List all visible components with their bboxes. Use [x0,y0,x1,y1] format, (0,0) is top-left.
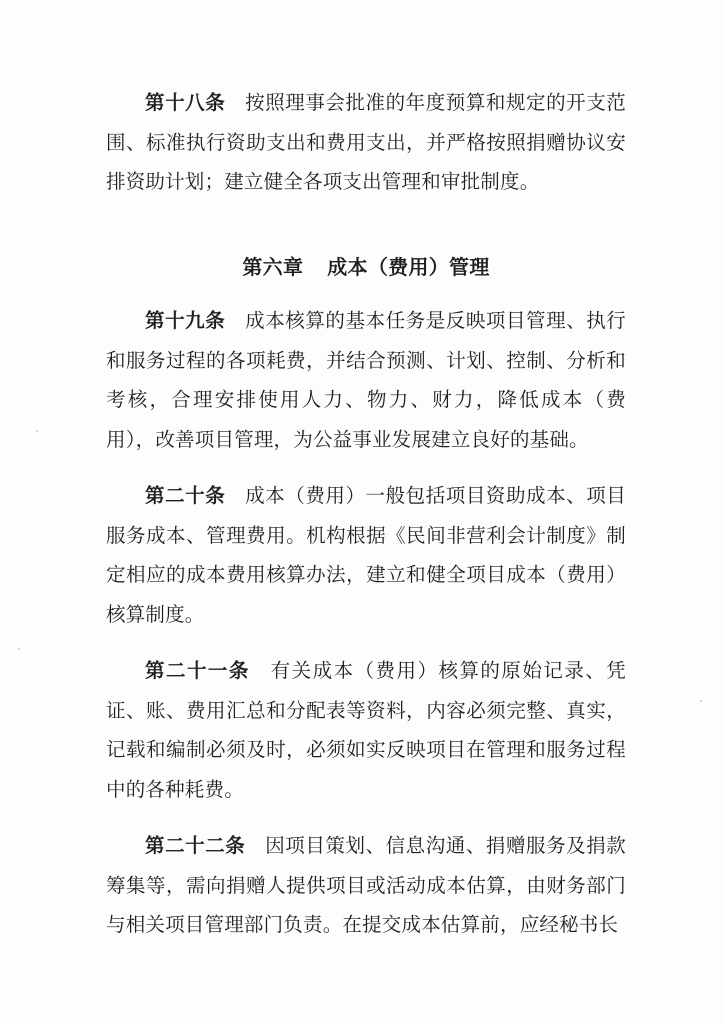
article-20-text: 成本（费用）一般包括项目资助成本、项目服务成本、管理费用。机构根据《民间非营利会计制度》制定相应的成本费用核算办法，建立和健全项目成本（费用）核算制度。 [106,484,626,626]
scan-speck [18,648,20,650]
article-22-text: 因项目策划、信息沟通、捐赠服务及捐款筹集等，需向捐赠人提供项目或活动成本估算，由财务部门与相关项目管理部门负责。在提交成本估算前，应经秘书长 [106,834,626,936]
article-18-heading: 第十八条 [145,91,226,114]
chapter-6-title: 成本（费用）管理 [327,254,490,279]
article-21-heading: 第二十一条 [145,659,250,682]
scan-speck [36,430,38,432]
article-19-heading: 第十九条 [145,309,226,332]
scan-speck [700,700,702,702]
article-19 [106,301,626,459]
article-18-text: 按照理事会批准的年度预算和规定的开支范围、标准执行资助支出和费用支出，并严格按照捐赠协议安排资助计划；建立健全各项支出管理和审批制度。 [106,91,626,193]
article-21 [106,651,626,809]
article-22-heading: 第二十二条 [145,834,246,857]
article-19-text: 成本核算的基本任务是反映项目管理、执行和服务过程的各项耗费，并结合预测、计划、控制、分析和考核，合理安排使用人力、物力、财力，降低成本（费用），改善项目管理，为公益事业发展建立良好的基础。 [106,309,626,451]
document-body [106,83,626,945]
article-20 [106,476,626,634]
article-20-heading: 第二十条 [145,484,226,507]
article-22 [106,826,626,945]
article-18 [106,83,626,202]
chapter-6-number: 第六章 [242,254,304,279]
article-21-text: 有关成本（费用）核算的原始记录、凭证、账、费用汇总和分配表等资料，内容必须完整、真实，记载和编制必须及时，必须如实反映项目在管理和服务过程中的各种耗费。 [106,659,626,801]
chapter-6-heading [106,248,626,288]
